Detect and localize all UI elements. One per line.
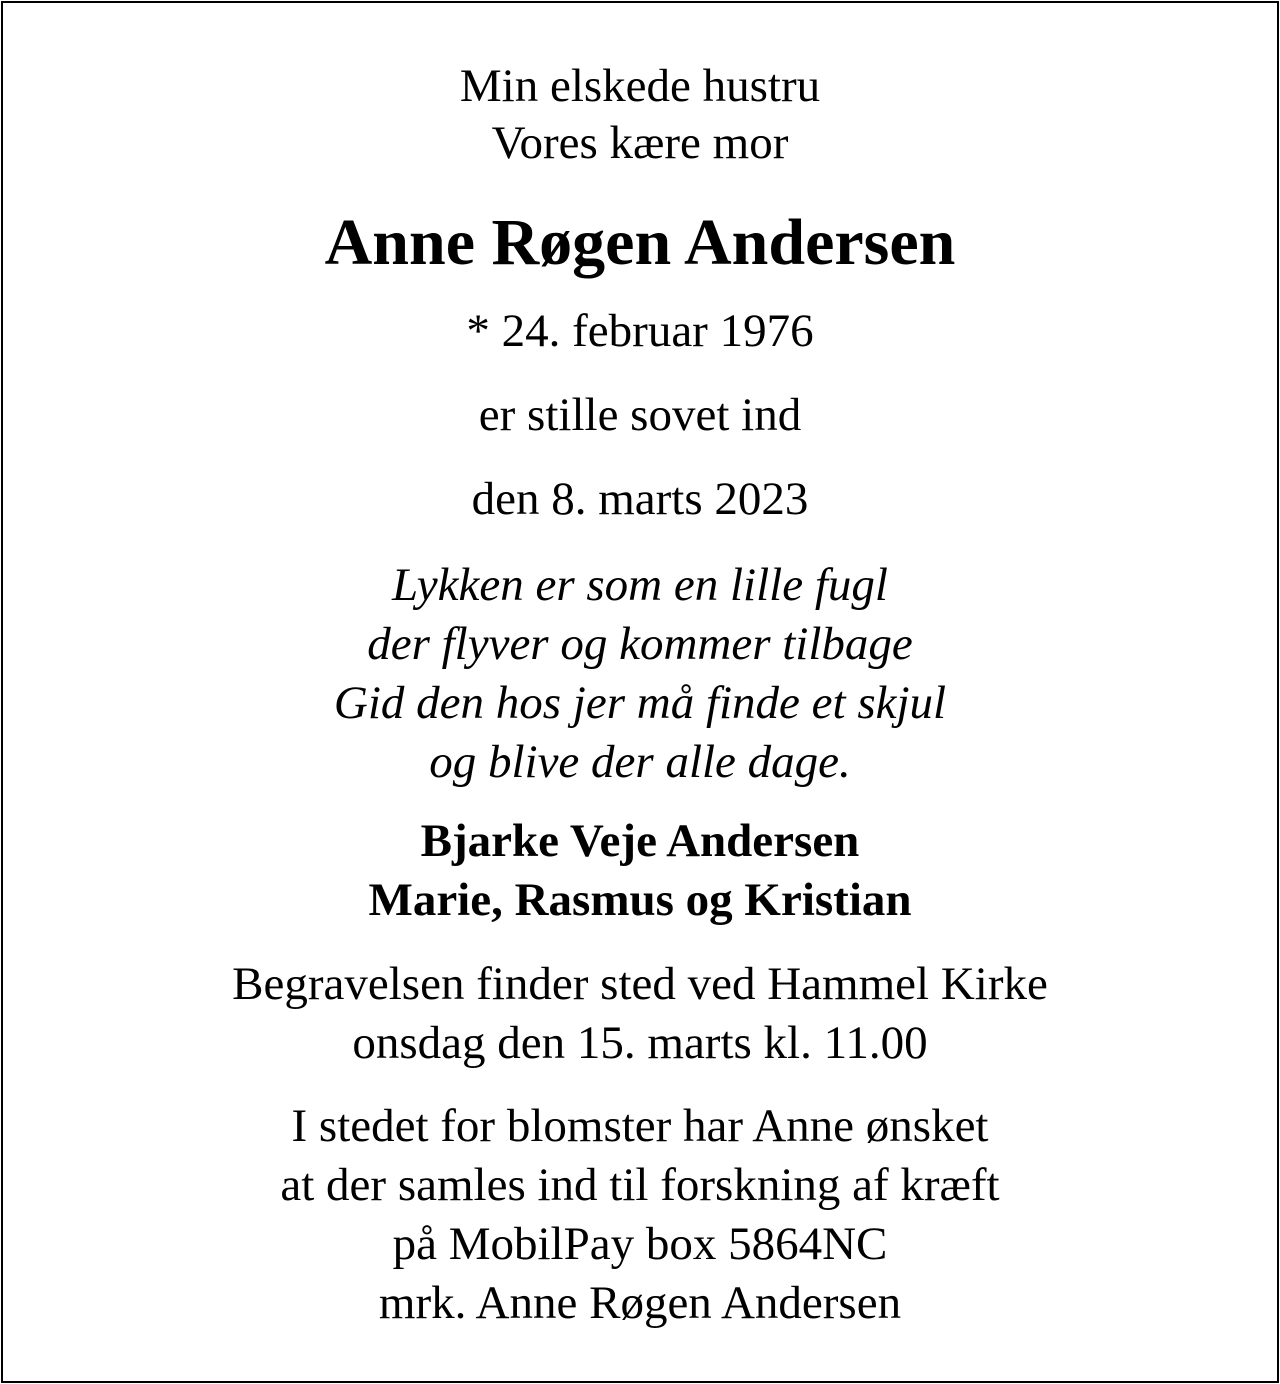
- birth-date: * 24. februar 1976: [466, 305, 814, 357]
- family-names: [0, 812, 1280, 930]
- funeral-info: [0, 955, 1280, 1073]
- intro-block: [0, 58, 1280, 172]
- death-date: den 8. marts 2023: [471, 473, 809, 525]
- funeral-time: onsdag den 15. marts kl. 11.00: [352, 1017, 928, 1069]
- poem-line: Gid den hos jer må finde et skjul: [333, 677, 947, 729]
- deceased-name: Anne Røgen Andersen: [324, 206, 956, 279]
- donation-line: mrk. Anne Røgen Andersen: [378, 1277, 902, 1329]
- passed-away-text: er stille sovet ind: [478, 389, 802, 441]
- donation-info: [0, 1097, 1280, 1333]
- poem-line: og blive der alle dage.: [429, 736, 851, 788]
- poem-line: Lykken er som en lille fugl: [392, 559, 888, 611]
- intro-line-mother: Vores kære mor: [491, 117, 789, 169]
- family-line-children: Marie, Rasmus og Kristian: [368, 874, 912, 926]
- intro-line-wife: Min elskede hustru: [459, 60, 821, 112]
- donation-line: på MobilPay box 5864NC: [392, 1218, 888, 1270]
- donation-line: I stedet for blomster har Anne ønsket: [291, 1100, 989, 1152]
- funeral-location: Begravelsen finder sted ved Hammel Kirke: [232, 958, 1048, 1010]
- memorial-poem: [0, 556, 1280, 792]
- donation-line: at der samles ind til forskning af kræft: [280, 1159, 1000, 1211]
- family-line-husband: Bjarke Veje Andersen: [420, 815, 860, 867]
- poem-line: der flyver og kommer tilbage: [367, 618, 913, 670]
